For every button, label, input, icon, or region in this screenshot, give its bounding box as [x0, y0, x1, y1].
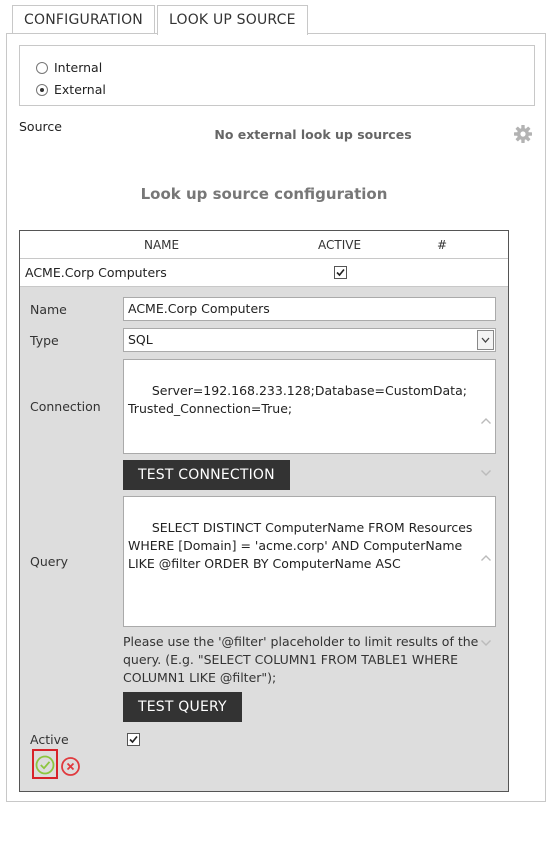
connection-text: Server=192.168.233.128;Database=CustomData;Trusted_Connection=True;: [128, 383, 467, 416]
scroll-down-icon[interactable]: [480, 599, 492, 609]
type-select-value: SQL: [128, 332, 153, 347]
row-name: ACME.Corp Computers: [25, 265, 167, 280]
query-text: SELECT DISTINCT ComputerName FROM Resources WHERE [Domain] = 'acme.corp' AND ComputerName LIKE @filter ORDER BY ComputerName ASC: [128, 520, 477, 571]
source-label: Source: [19, 119, 62, 134]
radio-internal-label: Internal: [54, 60, 103, 75]
source-type-group: [19, 45, 535, 106]
type-select[interactable]: [123, 328, 496, 352]
query-label: Query: [30, 554, 68, 569]
cancel-button[interactable]: [60, 756, 81, 777]
test-connection-button[interactable]: TEST CONNECTION: [123, 460, 290, 490]
column-number: #: [437, 238, 448, 252]
radio-external[interactable]: [36, 82, 106, 97]
radio-internal[interactable]: [36, 60, 102, 75]
save-button[interactable]: [32, 749, 58, 779]
active-label: Active: [30, 732, 69, 747]
column-name: NAME: [144, 238, 180, 252]
grid-header: [20, 231, 508, 259]
connection-label: Connection: [30, 399, 101, 414]
tab-bar: [12, 5, 310, 34]
row-active-checkbox[interactable]: [334, 266, 347, 279]
query-hint: Please use the '@filter' placeholder to limit results of the query. (E.g. "SELECT COLUMN1 FROM TABLE1 WHERE COLUMN1 LIKE @filter");: [123, 634, 479, 685]
test-query-button[interactable]: TEST QUERY: [123, 692, 242, 722]
gear-icon[interactable]: [513, 124, 533, 144]
type-label: Type: [30, 333, 59, 348]
radio-external-button[interactable]: [36, 84, 48, 96]
chevron-down-icon[interactable]: [477, 330, 494, 350]
no-sources-message: No external look up sources: [214, 127, 412, 142]
connection-textarea[interactable]: [123, 359, 496, 454]
radio-internal-button[interactable]: [36, 62, 48, 74]
table-row[interactable]: [20, 259, 508, 287]
scroll-up-icon[interactable]: [480, 514, 492, 524]
lookup-source-grid: [19, 230, 509, 792]
column-active: ACTIVE: [318, 238, 362, 252]
tab-lookup-source[interactable]: LOOK UP SOURCE: [157, 5, 308, 35]
radio-external-label: External: [54, 82, 106, 97]
check-circle-icon: [34, 751, 56, 777]
active-checkbox[interactable]: [127, 733, 140, 746]
config-title: Look up source configuration: [140, 185, 388, 203]
lookup-source-panel: [6, 33, 546, 802]
query-textarea[interactable]: [123, 496, 496, 627]
scroll-down-icon[interactable]: [480, 429, 492, 439]
scroll-up-icon[interactable]: [480, 377, 492, 387]
tab-configuration[interactable]: CONFIGURATION: [12, 5, 155, 34]
close-circle-icon: [60, 756, 81, 777]
name-label: Name: [30, 302, 67, 317]
name-input[interactable]: ACME.Corp Computers: [123, 297, 496, 321]
